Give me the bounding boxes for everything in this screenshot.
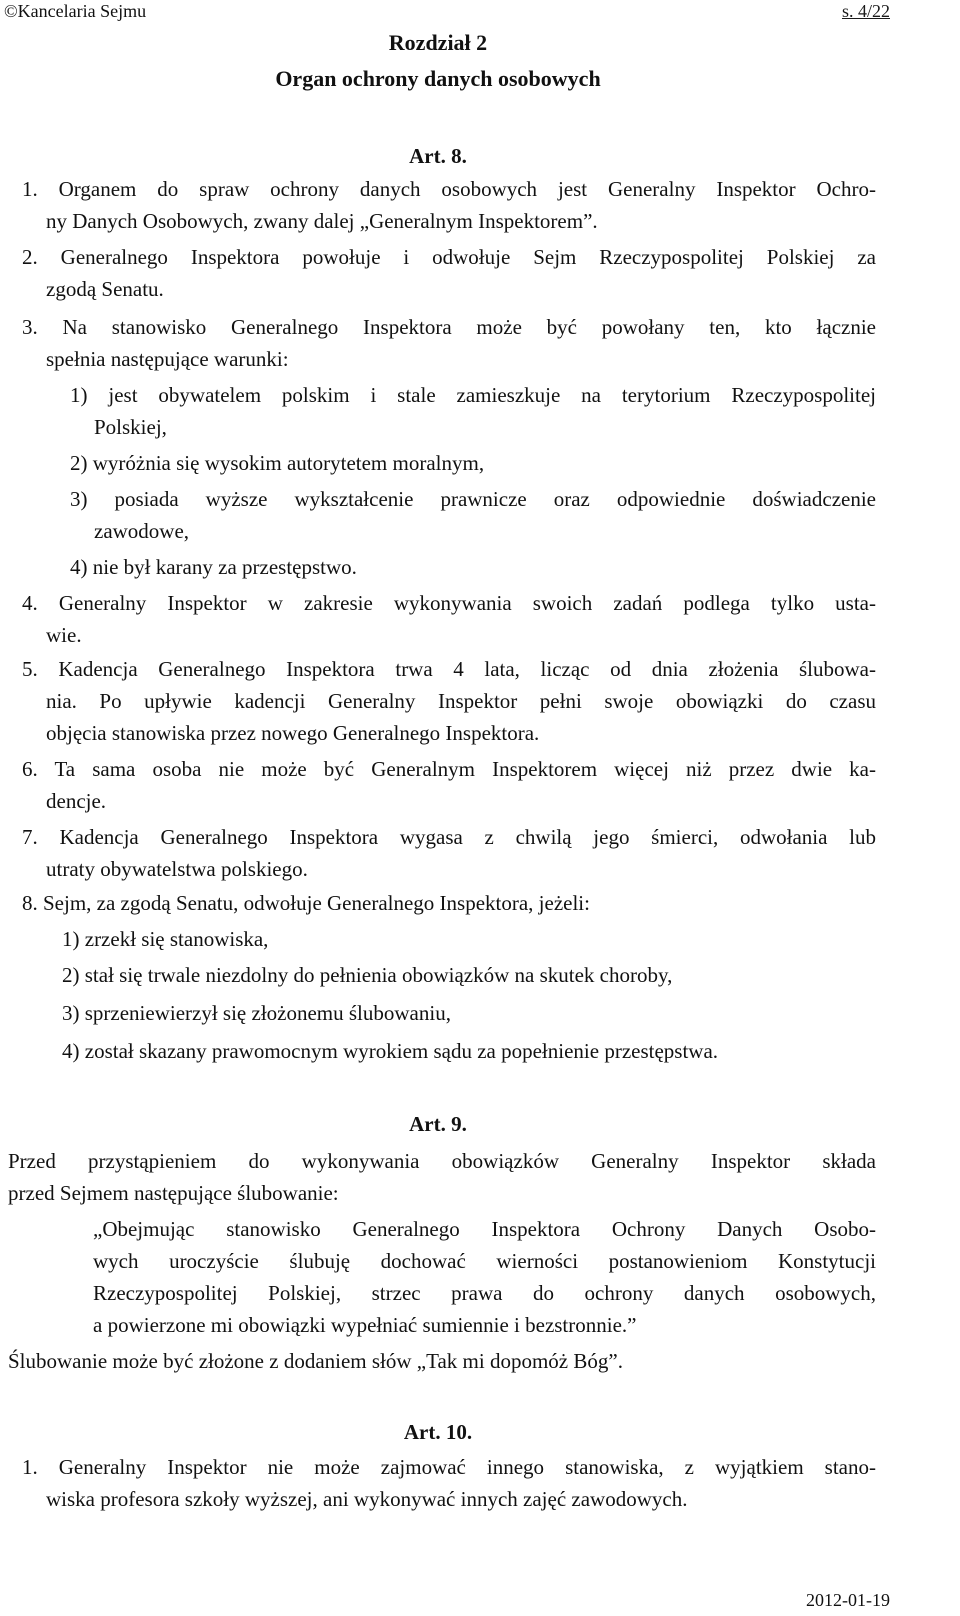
- art-8-p3-item-1: [70, 379, 876, 443]
- line: „Obejmując stanowisko Generalnego Inspektora Ochrony Danych Osobo-: [93, 1217, 876, 1241]
- art-8-p3-item-3: [70, 483, 876, 547]
- line: objęcia stanowiska przez nowego Generalnego Inspektora.: [46, 721, 540, 745]
- line: a powierzone mi obowiązki wypełniać sumiennie i bezstronnie.”: [93, 1313, 637, 1337]
- line: 4. Generalny Inspektor w zakresie wykonywania swoich zadań podlega tylko usta-: [22, 591, 876, 615]
- art-8-paragraph-8: [22, 887, 876, 919]
- art-10-heading: Art. 10.: [403, 1420, 473, 1444]
- art-9-heading: Art. 9.: [409, 1112, 467, 1136]
- art-8-p8-item-1: 1) zrzekł się stanowiska,: [62, 927, 269, 951]
- line: Rzeczypospolitej Polskiej, strzec prawa do ochrony danych osobowych,: [93, 1281, 876, 1305]
- art-8-paragraph-3: [22, 311, 876, 375]
- art-8-paragraph-7: [22, 821, 876, 885]
- page-number-link[interactable]: s. 4/22: [841, 1, 890, 21]
- line: 4) nie był karany za przestępstwo.: [70, 555, 357, 579]
- line: 1. Generalny Inspektor nie może zajmować innego stanowiska, z wyjątkiem stano-: [22, 1455, 876, 1479]
- line: 3) posiada wyższe wykształcenie prawnicze oraz odpowiednie doświadczenie: [70, 487, 876, 511]
- line: 1. Organem do spraw ochrony danych osobowych jest Generalny Inspektor Ochro-: [22, 177, 876, 201]
- art-8-p8-item-2: 2) stał się trwale niezdolny do pełnienia obowiązków na skutek choroby,: [62, 963, 673, 987]
- line: 2. Generalnego Inspektora powołuje i odwołuje Sejm Rzeczypospolitej Polskiej za: [22, 245, 876, 269]
- line: utraty obywatelstwa polskiego.: [46, 857, 308, 881]
- art-8-paragraph-4: [22, 587, 876, 651]
- line: 1) jest obywatelem polskim i stale zamieszkuje na terytorium Rzeczypospolitej: [70, 383, 876, 407]
- line: zawodowe,: [94, 519, 190, 543]
- art-8-paragraph-6: [22, 753, 876, 817]
- art-10-paragraph-1: [22, 1451, 876, 1515]
- line: dencje.: [46, 789, 107, 813]
- line: Ślubowanie może być złożone z dodaniem słów „Tak mi dopomóż Bóg”.: [8, 1349, 623, 1373]
- art-8-paragraph-1: [22, 173, 876, 237]
- oath-quote: [93, 1213, 876, 1341]
- line: spełnia następujące warunki:: [46, 347, 289, 371]
- line: Polskiej,: [94, 415, 167, 439]
- document-date: 2012-01-19: [806, 1590, 890, 1610]
- line: 6. Ta sama osoba nie może być Generalnym Inspektorem więcej niż przez dwie ka-: [22, 757, 876, 781]
- chapter-number: Rozdział 2: [388, 30, 488, 55]
- art-8-p3-item-4: [70, 551, 876, 583]
- line: wych uroczyście ślubuję dochować wierności postanowieniom Konstytucji: [93, 1249, 876, 1273]
- publisher-header: ©Kancelaria Sejmu: [4, 1, 147, 21]
- chapter-title: Organ ochrony danych osobowych: [275, 66, 601, 91]
- line: 3. Na stanowisko Generalnego Inspektora może być powołany ten, kto łącznie: [22, 315, 876, 339]
- art-8-paragraph-5: [22, 653, 876, 749]
- line: wie.: [46, 623, 82, 647]
- art-9-closing: [8, 1345, 876, 1377]
- line: nia. Po upływie kadencji Generalny Inspektor pełni swoje obowiązki do czasu: [46, 689, 876, 713]
- line: 5. Kadencja Generalnego Inspektora trwa 4 lata, licząc od dnia złożenia ślubowa-: [22, 657, 876, 681]
- line: 2) wyróżnia się wysokim autorytetem moralnym,: [70, 451, 485, 475]
- line: 7. Kadencja Generalnego Inspektora wygasa z chwilą jego śmierci, odwołania lub: [22, 825, 876, 849]
- line: Przed przystąpieniem do wykonywania obowiązków Generalny Inspektor składa: [8, 1149, 876, 1173]
- line: przed Sejmem następujące ślubowanie:: [8, 1181, 339, 1205]
- art-8-heading: Art. 8.: [409, 144, 467, 168]
- art-8-p8-item-3: 3) sprzeniewierzył się złożonemu ślubowaniu,: [62, 1001, 451, 1025]
- art-8-p8-item-4: 4) został skazany prawomocnym wyrokiem sądu za popełnienie przestępstwa.: [62, 1039, 719, 1063]
- line: 8. Sejm, za zgodą Senatu, odwołuje Generalnego Inspektora, jeżeli:: [22, 891, 590, 915]
- line: wiska profesora szkoły wyższej, ani wykonywać innych zajęć zawodowych.: [46, 1487, 688, 1511]
- art-9-intro: [8, 1145, 876, 1209]
- line: ny Danych Osobowych, zwany dalej „Generalnym Inspektorem”.: [46, 209, 598, 233]
- art-8-paragraph-2: [22, 241, 876, 305]
- art-8-p3-item-2: [70, 447, 876, 479]
- line: zgodą Senatu.: [46, 277, 164, 301]
